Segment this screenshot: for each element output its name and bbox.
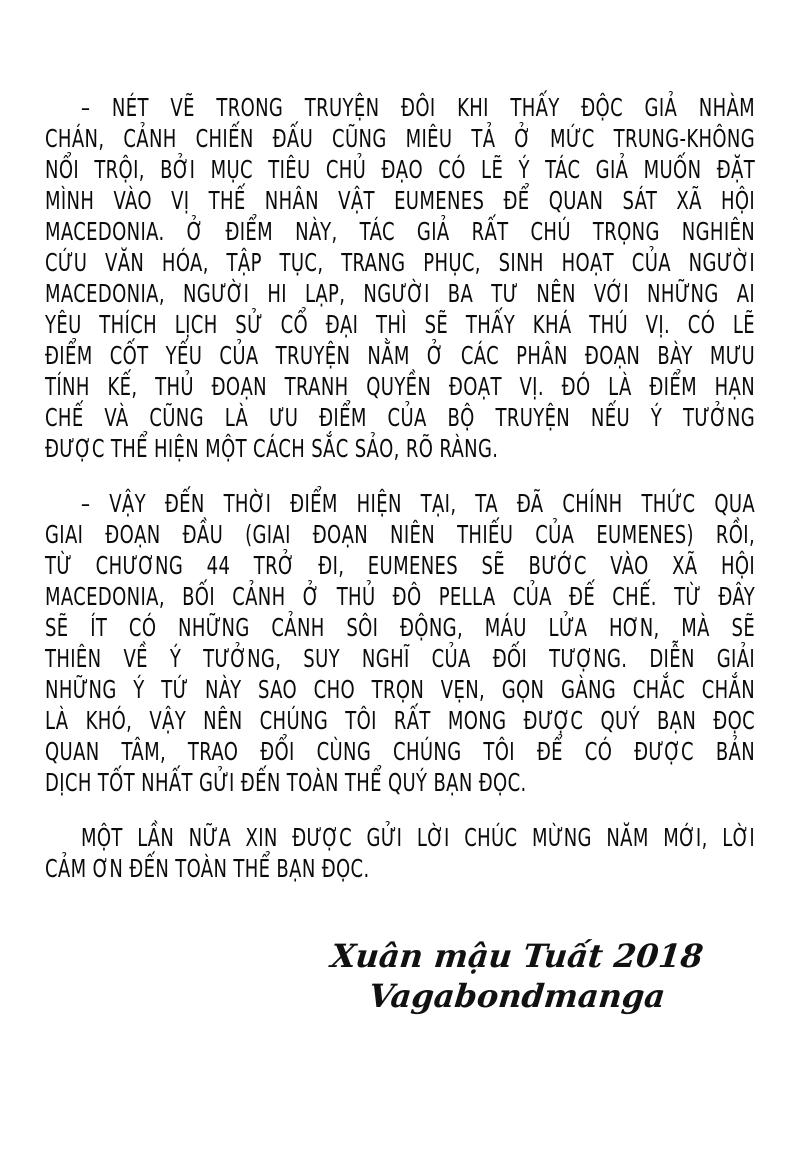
text-line: YÊU THÍCH LỊCH SỬ CỔ ĐẠI THÌ SẼ THẤY KHÁ THÚ VỊ. CÓ LẼ	[45, 310, 756, 339]
signature-credit: Vagabondmanga	[366, 977, 667, 1015]
text-line: MACEDONIA. Ở ĐIỂM NÀY, TÁC GIẢ RẤT CHÚ TRỌNG NGHIÊN	[45, 217, 756, 246]
text-line: MACEDONIA, BỐI CẢNH Ở THỦ ĐÔ PELLA CỦA ĐẾ CHẾ. TỪ ĐÂY	[45, 582, 756, 611]
paragraph	[45, 488, 755, 798]
text-line: NỔI TRỘI, BỞI MỤC TIÊU CHỦ ĐẠO CÓ LẼ Ý TÁC GIẢ MUỐN ĐẶT	[45, 155, 756, 184]
text-line: DỊCH TỐT NHẤT GỬI ĐẾN TOÀN THỂ QUÝ BẠN ĐỌC.	[45, 768, 527, 797]
paragraph	[45, 822, 755, 884]
text-line: CỨU VĂN HÓA, TẬP TỤC, TRANG PHỤC, SINH HOẠT CỦA NGƯỜI	[45, 248, 756, 277]
signature-date: Xuân mậu Tuất 2018	[328, 937, 705, 975]
text-line: ĐƯỢC THỂ HIỆN MỘT CÁCH SẮC SẢO, RÕ RÀNG.	[45, 434, 499, 463]
text-line: NHỮNG Ý TỨ NÀY SAO CHO TRỌN VẸN, GỌN GÀNG CHẮC CHẮN	[45, 675, 756, 704]
text-line: MÌNH VÀO VỊ THẾ NHÂN VẬT EUMENES ĐỂ QUAN SÁT XÃ HỘI	[45, 186, 756, 215]
text-line: – VẬY ĐẾN THỜI ĐIỂM HIỆN TẠI, TA ĐÃ CHÍNH THỨC QUA	[81, 489, 756, 518]
text-line: CHẾ VÀ CŨNG LÀ ƯU ĐIỂM CỦA BỘ TRUYỆN NẾU Ý TƯỞNG	[45, 403, 756, 432]
paragraph	[45, 92, 755, 464]
text-line: TỪ CHƯƠNG 44 TRỞ ĐI, EUMENES SẼ BƯỚC VÀO XÃ HỘI	[45, 551, 756, 580]
signature-block	[328, 936, 705, 1016]
text-line: GIAI ĐOẠN ĐẦU (GIAI ĐOẠN NIÊN THIẾU CỦA EUMENES) RỒI,	[45, 520, 756, 549]
text-line: CẢM ƠN ĐẾN TOÀN THỂ BẠN ĐỌC.	[45, 854, 370, 883]
text-line: LÀ KHÓ, VẬY NÊN CHÚNG TÔI RẤT MONG ĐƯỢC QUÝ BẠN ĐỌC	[45, 706, 756, 735]
note-paragraphs	[45, 92, 755, 884]
text-line: THIÊN VỀ Ý TƯỞNG, SUY NGHĨ CỦA ĐỐI TƯỢNG. DIỄN GIẢI	[45, 644, 756, 673]
text-line: TÍNH KẾ, THỦ ĐOẠN TRANH QUYỀN ĐOẠT VỊ. ĐÓ LÀ ĐIỂM HẠN	[45, 372, 756, 401]
text-line: SẼ ÍT CÓ NHỮNG CẢNH SÔI ĐỘNG, MÁU LỬA HƠN, MÀ SẼ	[45, 613, 756, 642]
text-line: ĐIỂM CỐT YẾU CỦA TRUYỆN NẰM Ở CÁC PHÂN ĐOẠN BÀY MƯU	[45, 341, 756, 370]
text-line: MACEDONIA, NGƯỜI HI LẠP, NGƯỜI BA TƯ NÊN VỚI NHỮNG AI	[45, 279, 756, 308]
text-line: MỘT LẦN NỮA XIN ĐƯỢC GỬI LỜI CHÚC MỪNG NĂM MỚI, LỜI	[81, 823, 756, 852]
text-line: – NÉT VẼ TRONG TRUYỆN ĐÔI KHI THẤY ĐỘC GIẢ NHÀM	[81, 93, 756, 122]
text-line: CHÁN, CẢNH CHIẾN ĐẤU CŨNG MIÊU TẢ Ở MỨC TRUNG-KHÔNG	[45, 124, 756, 153]
text-line: QUAN TÂM, TRAO ĐỔI CÙNG CHÚNG TÔI ĐỂ CÓ ĐƯỢC BẢN	[45, 737, 756, 766]
